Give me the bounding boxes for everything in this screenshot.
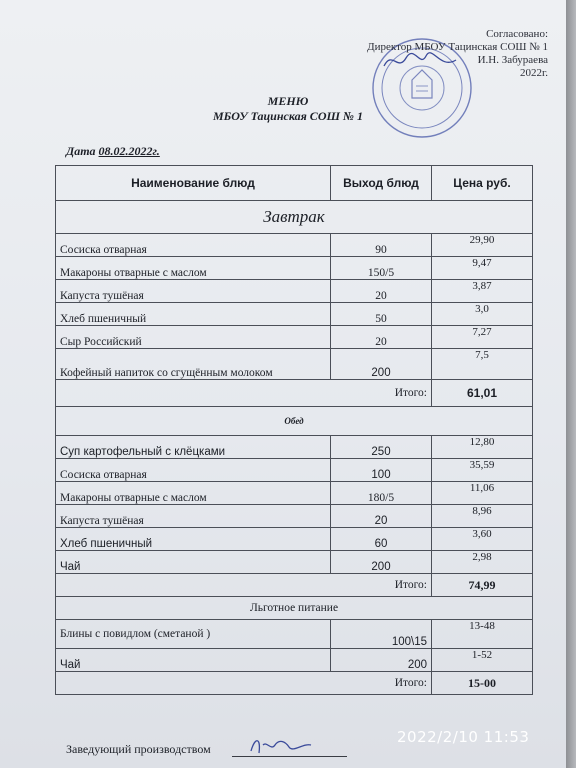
item-name: Сыр Российский [56,326,331,349]
section-row-lunch [56,407,533,436]
item-price: 13-48 [432,620,533,649]
item-output: 50 [331,303,432,326]
item-name: Чай [56,649,331,672]
menu-table [55,165,533,695]
item-name: Хлеб пшеничный [56,528,331,551]
item-price: 12,80 [432,436,533,459]
table-row [56,303,533,326]
item-price: 3,87 [432,280,533,303]
item-price: 11,06 [432,482,533,505]
item-output: 150/5 [331,257,432,280]
item-name: Сосиска отварная [56,234,331,257]
table-row [56,505,533,528]
item-price: 7,27 [432,326,533,349]
table-header-row [56,166,533,201]
item-name: Макароны отварные с маслом [56,482,331,505]
footer-label: Заведующий производством [66,742,211,756]
item-name: Сосиска отварная [56,459,331,482]
table-row [56,620,533,649]
section-row-breakfast [56,201,533,234]
director-signature [380,46,460,76]
item-output: 100 [331,459,432,482]
item-name: Капуста тушёная [56,280,331,303]
table-row [56,551,533,574]
header-output: Выход блюд [331,166,432,201]
item-price: 29,90 [432,234,533,257]
photo-timestamp: 2022/2/10 11:53 [397,728,530,746]
date-label: Дата [66,144,96,158]
table-row [56,257,533,280]
item-name: Суп картофельный с клёцками [56,436,331,459]
item-name: Чай [56,551,331,574]
item-name: Хлеб пшеничный [56,303,331,326]
item-output: 200 [331,349,432,380]
item-price: 35,59 [432,459,533,482]
manager-signature [245,733,315,759]
table-row [56,482,533,505]
approval-line-1: Согласовано: [486,28,548,40]
table-row [56,649,533,672]
approval-line-4: 2022г. [519,67,548,79]
item-name: Кофейный напиток со сгущённым молоком [56,349,331,380]
item-price: 2,98 [432,551,533,574]
item-output: 200 [331,551,432,574]
total-row-breakfast [56,380,533,407]
table-row [56,234,533,257]
item-output: 20 [331,326,432,349]
item-name: Капуста тушёная [56,505,331,528]
header-name: Наименование блюд [56,166,331,201]
item-output: 20 [331,505,432,528]
menu-date [66,144,160,159]
total-label: Итого: [56,380,432,407]
section-title-lunch: Обед [56,407,533,436]
table-row [56,280,533,303]
item-price: 3,0 [432,303,533,326]
section-title-breakfast: Завтрак [56,201,533,234]
table-row [56,459,533,482]
total-row-preferential [56,672,533,695]
menu-title: МЕНЮ [267,94,309,108]
table-row [56,326,533,349]
section-row-preferential [56,597,533,620]
approval-line-3: И.Н. Забураева [477,54,548,66]
item-price: 3,60 [432,528,533,551]
total-label: Итого: [56,672,432,695]
item-output: 60 [331,528,432,551]
item-price: 1-52 [432,649,533,672]
item-price: 7,5 [432,349,533,380]
item-price: 8,96 [432,505,533,528]
total-value-breakfast: 61,01 [432,380,533,407]
item-output: 180/5 [331,482,432,505]
total-label: Итого: [56,574,432,597]
header-price: Цена руб. [432,166,533,201]
item-name: Макароны отварные с маслом [56,257,331,280]
school-title: МБОУ Тацинская СОШ № 1 [213,109,363,123]
item-output: 90 [331,234,432,257]
item-output: 250 [331,436,432,459]
section-title-preferential: Льготное питание [56,597,533,620]
item-output: 200 [331,649,432,672]
total-row-lunch [56,574,533,597]
table-row [56,436,533,459]
item-price: 9,47 [432,257,533,280]
total-value-preferential: 15-00 [432,672,533,695]
table-row [56,528,533,551]
date-value: 08.02.2022г. [98,144,160,158]
total-value-lunch: 74,99 [432,574,533,597]
item-output: 20 [331,280,432,303]
table-row [56,349,533,380]
item-output: 100\15 [331,620,432,649]
item-name: Блины с повидлом (сметаной ) [56,620,331,649]
approval-line-2: Директор МБОУ Тацинская СОШ № 1 [367,41,548,53]
